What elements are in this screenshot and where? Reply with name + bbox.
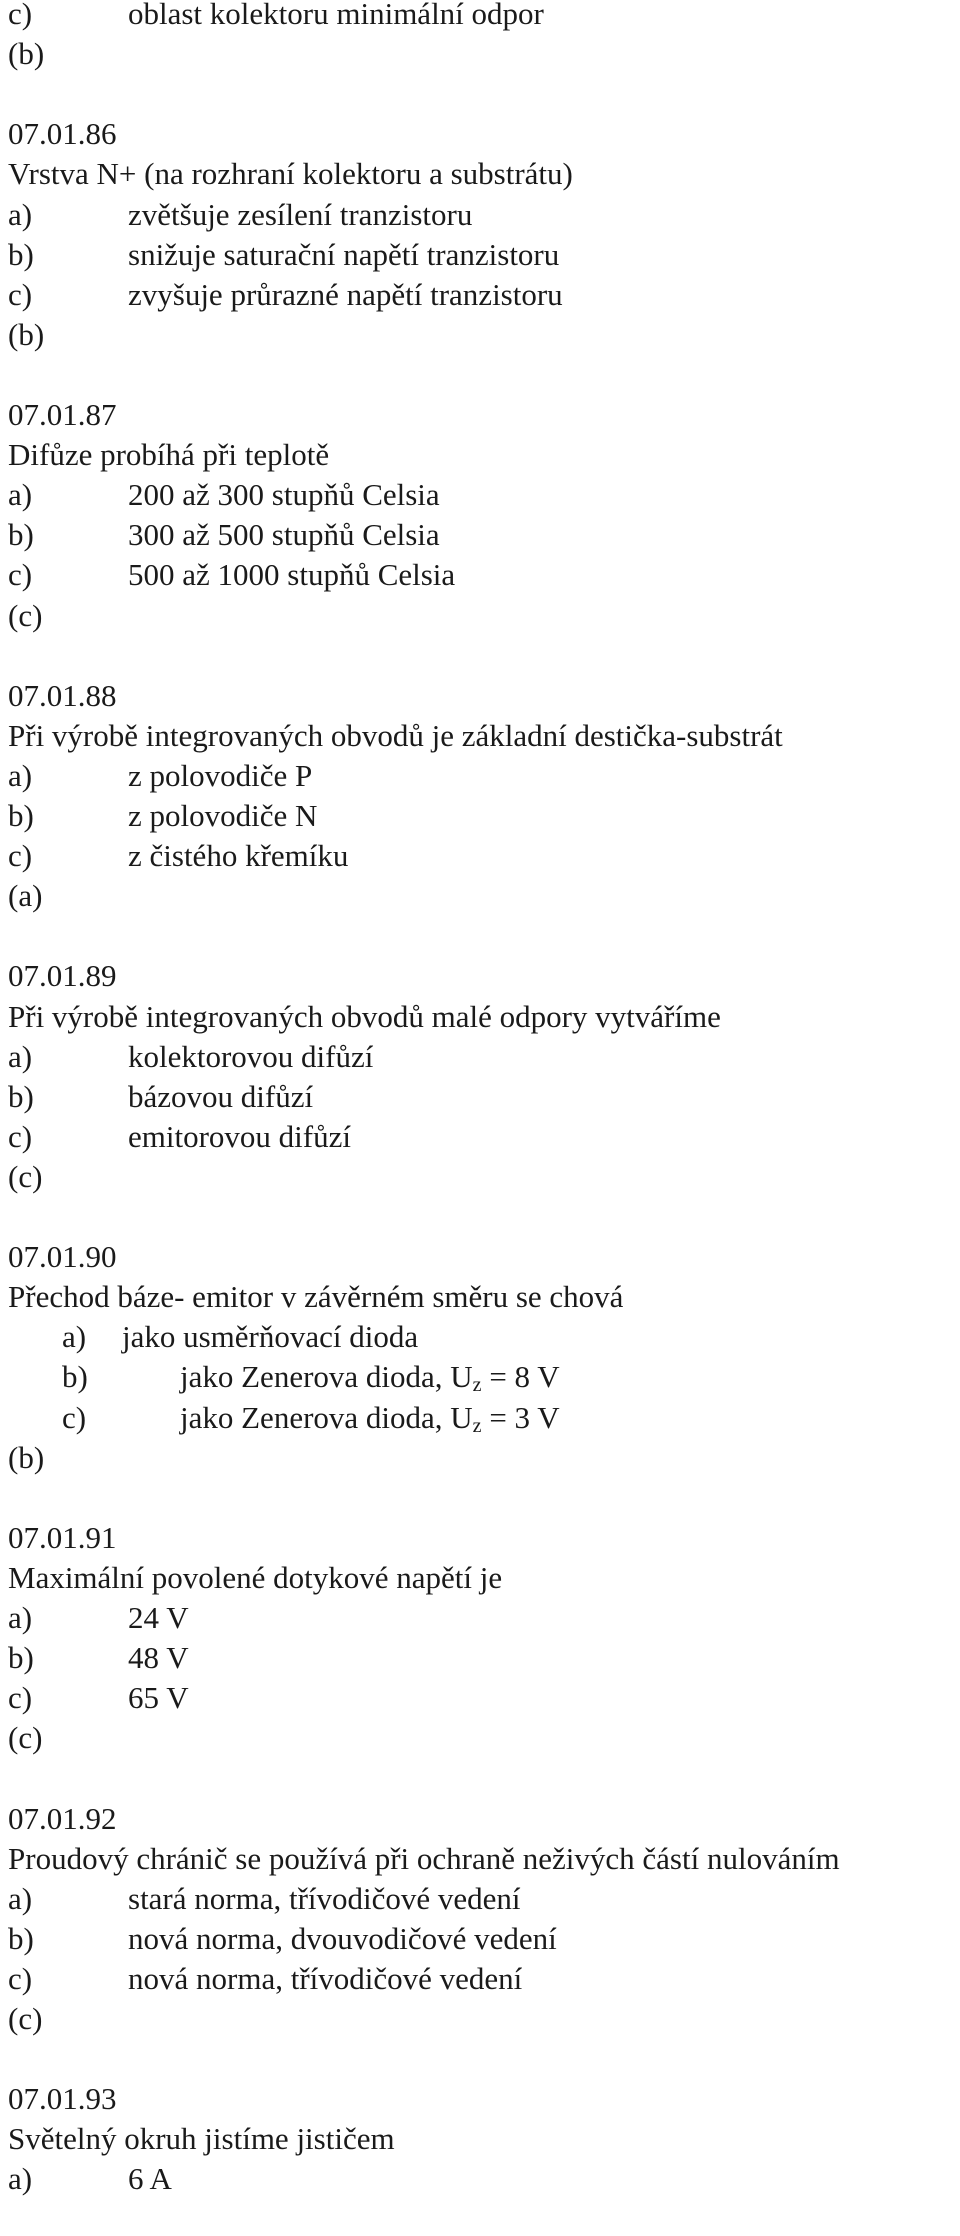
option-text [128,1077,313,1117]
option-line [8,1598,189,1638]
option-label: b) [8,1921,34,1956]
option-label: c) [8,557,33,592]
option-label: c) [62,1400,87,1435]
option-line [8,1037,374,1077]
question-prompt [8,1277,623,1317]
answer: (c) [8,1159,43,1194]
question-prompt [8,2119,395,2159]
option-text [180,1398,560,1438]
question-prompt [8,716,783,756]
question-prompt: Proudový chránič se používá při ochraně neživých částí nulováním [8,1841,840,1876]
option-text [128,1638,189,1678]
option-text [128,1678,189,1718]
option-label: b) [8,798,34,833]
answer: (b) [8,1440,45,1475]
option-label: b) [8,1079,34,1114]
option-text-main: 500 až 1000 stupňů Celsia [128,557,456,592]
option-line [8,195,473,235]
answer: (c) [8,2001,43,2036]
question-prompt: Vrstva N+ (na rozhraní kolektoru a substrátu) [8,156,573,191]
question-number: 07.01.91 [8,1520,117,1555]
answer: (b) [8,36,45,71]
answer-line [8,1999,42,2039]
option-text [128,1919,557,1959]
option-line [8,1638,189,1678]
option-label: c) [8,1680,33,1715]
question-number [8,2079,117,2119]
option-line [8,235,560,275]
option-text [128,2159,172,2199]
question-prompt [8,154,573,194]
option-text [128,235,559,275]
option-text-main: 200 až 300 stupňů Celsia [128,477,440,512]
option-label: c) [8,0,33,31]
option-line [8,1117,351,1157]
question-prompt: Přechod báze- emitor v závěrném směru se chová [8,1279,624,1314]
answer: (a) [8,878,43,913]
question-number [8,114,117,154]
question-number [8,1799,117,1839]
option-label: b) [62,1359,88,1394]
option-text [128,1598,189,1638]
option-text-main: 48 V [128,1640,189,1675]
option-label: a) [62,1319,87,1354]
option-text-main: z čistého křemíku [128,838,349,873]
option-text [128,275,563,315]
option-line [8,0,544,34]
option-line [8,1077,314,1117]
option-label: b) [8,517,34,552]
option-text [128,195,472,235]
option-label: a) [8,1039,33,1074]
option-text [180,1357,560,1397]
option-text [128,756,312,796]
question-number: 07.01.86 [8,116,117,151]
question-prompt: Při výrobě integrovaných obvodů malé odpory vytváříme [8,999,721,1034]
answer-line [8,1438,44,1478]
option-line [62,1357,560,1397]
option-text-main: jako usměrňovací dioda [122,1319,419,1354]
option-text-main: kolektorovou difůzí [128,1039,374,1074]
question-number: 07.01.89 [8,958,117,993]
option-line [62,1398,560,1438]
option-label: c) [8,277,33,312]
option-text-main: oblast kolektoru minimální odpor [128,0,544,31]
option-text-main: zvětšuje zesílení tranzistoru [128,197,473,232]
question-prompt: Při výrobě integrovaných obvodů je základní destička-substrát [8,718,783,753]
option-label: a) [8,2161,33,2196]
option-line [8,1678,189,1718]
option-text [128,1879,521,1919]
question-prompt: Difůze probíhá při teplotě [8,437,330,472]
question-prompt [8,435,329,475]
option-text [128,1117,351,1157]
option-line [8,796,318,836]
subscript: z [472,1415,482,1437]
question-prompt [8,997,721,1037]
option-label: a) [8,197,33,232]
option-label: c) [8,838,33,873]
option-line [8,1879,521,1919]
option-text [128,796,317,836]
option-line [8,756,313,796]
option-label: c) [8,1961,33,1996]
option-text-main: jako Zenerova dioda, U [180,1400,473,1435]
option-line [8,475,440,515]
answer-line [8,1718,42,1758]
option-text [128,475,440,515]
option-text-main: nová norma, dvouvodičové vedení [128,1921,557,1956]
option-line [8,555,456,595]
option-label: b) [8,1640,34,1675]
question-number [8,676,117,716]
option-line [62,1317,419,1357]
question-prompt [8,1558,502,1598]
answer-line [8,34,44,74]
question-number [8,1518,117,1558]
option-text-main: 300 až 500 stupňů Celsia [128,517,440,552]
question-prompt [8,1839,840,1879]
option-text-suffix: = 3 V [481,1400,560,1435]
option-label: c) [8,1119,33,1154]
option-text [128,555,455,595]
question-number [8,1237,117,1277]
option-text-main: 24 V [128,1600,189,1635]
option-text [128,0,544,34]
option-text [128,836,348,876]
question-number: 07.01.92 [8,1801,117,1836]
question-number: 07.01.88 [8,678,117,713]
question-number [8,956,117,996]
option-text-main: emitorovou difůzí [128,1119,351,1154]
question-prompt: Maximální povolené dotykové napětí je [8,1560,503,1595]
option-text-main: bázovou difůzí [128,1079,314,1114]
option-line [8,1959,523,1999]
option-text-main: snižuje saturační napětí tranzistoru [128,237,560,272]
option-text-main: 65 V [128,1680,189,1715]
option-text [128,1959,522,1999]
answer: (c) [8,1720,43,1755]
option-text [122,1317,418,1357]
option-line [8,1919,557,1959]
question-prompt: Světelný okruh jistíme jističem [8,2121,395,2156]
answer-line [8,1157,42,1197]
answer-line [8,596,42,636]
option-text [128,515,440,555]
option-text-main: nová norma, třívodičové vedení [128,1961,523,1996]
option-text [128,1037,373,1077]
option-text-main: stará norma, třívodičové vedení [128,1881,521,1916]
option-line [8,836,349,876]
question-number: 07.01.90 [8,1239,117,1274]
question-number [8,395,117,435]
option-label: a) [8,477,33,512]
question-number: 07.01.93 [8,2081,117,2116]
option-label: a) [8,758,33,793]
option-text-suffix: = 8 V [481,1359,560,1394]
option-label: b) [8,237,34,272]
option-line [8,515,440,555]
option-line [8,275,563,315]
answer: (b) [8,317,45,352]
option-text-main: z polovodiče P [128,758,313,793]
option-line [8,2159,172,2199]
option-text-main: z polovodiče N [128,798,318,833]
option-text-main: zvyšuje průrazné napětí tranzistoru [128,277,563,312]
question-number: 07.01.87 [8,397,117,432]
option-label: a) [8,1600,33,1635]
option-text-main: jako Zenerova dioda, U [180,1359,473,1394]
option-label: a) [8,1881,33,1916]
answer-line [8,876,42,916]
subscript: z [472,1374,482,1396]
answer: (c) [8,598,43,633]
option-text-main: 6 A [128,2161,172,2196]
answer-line [8,315,44,355]
